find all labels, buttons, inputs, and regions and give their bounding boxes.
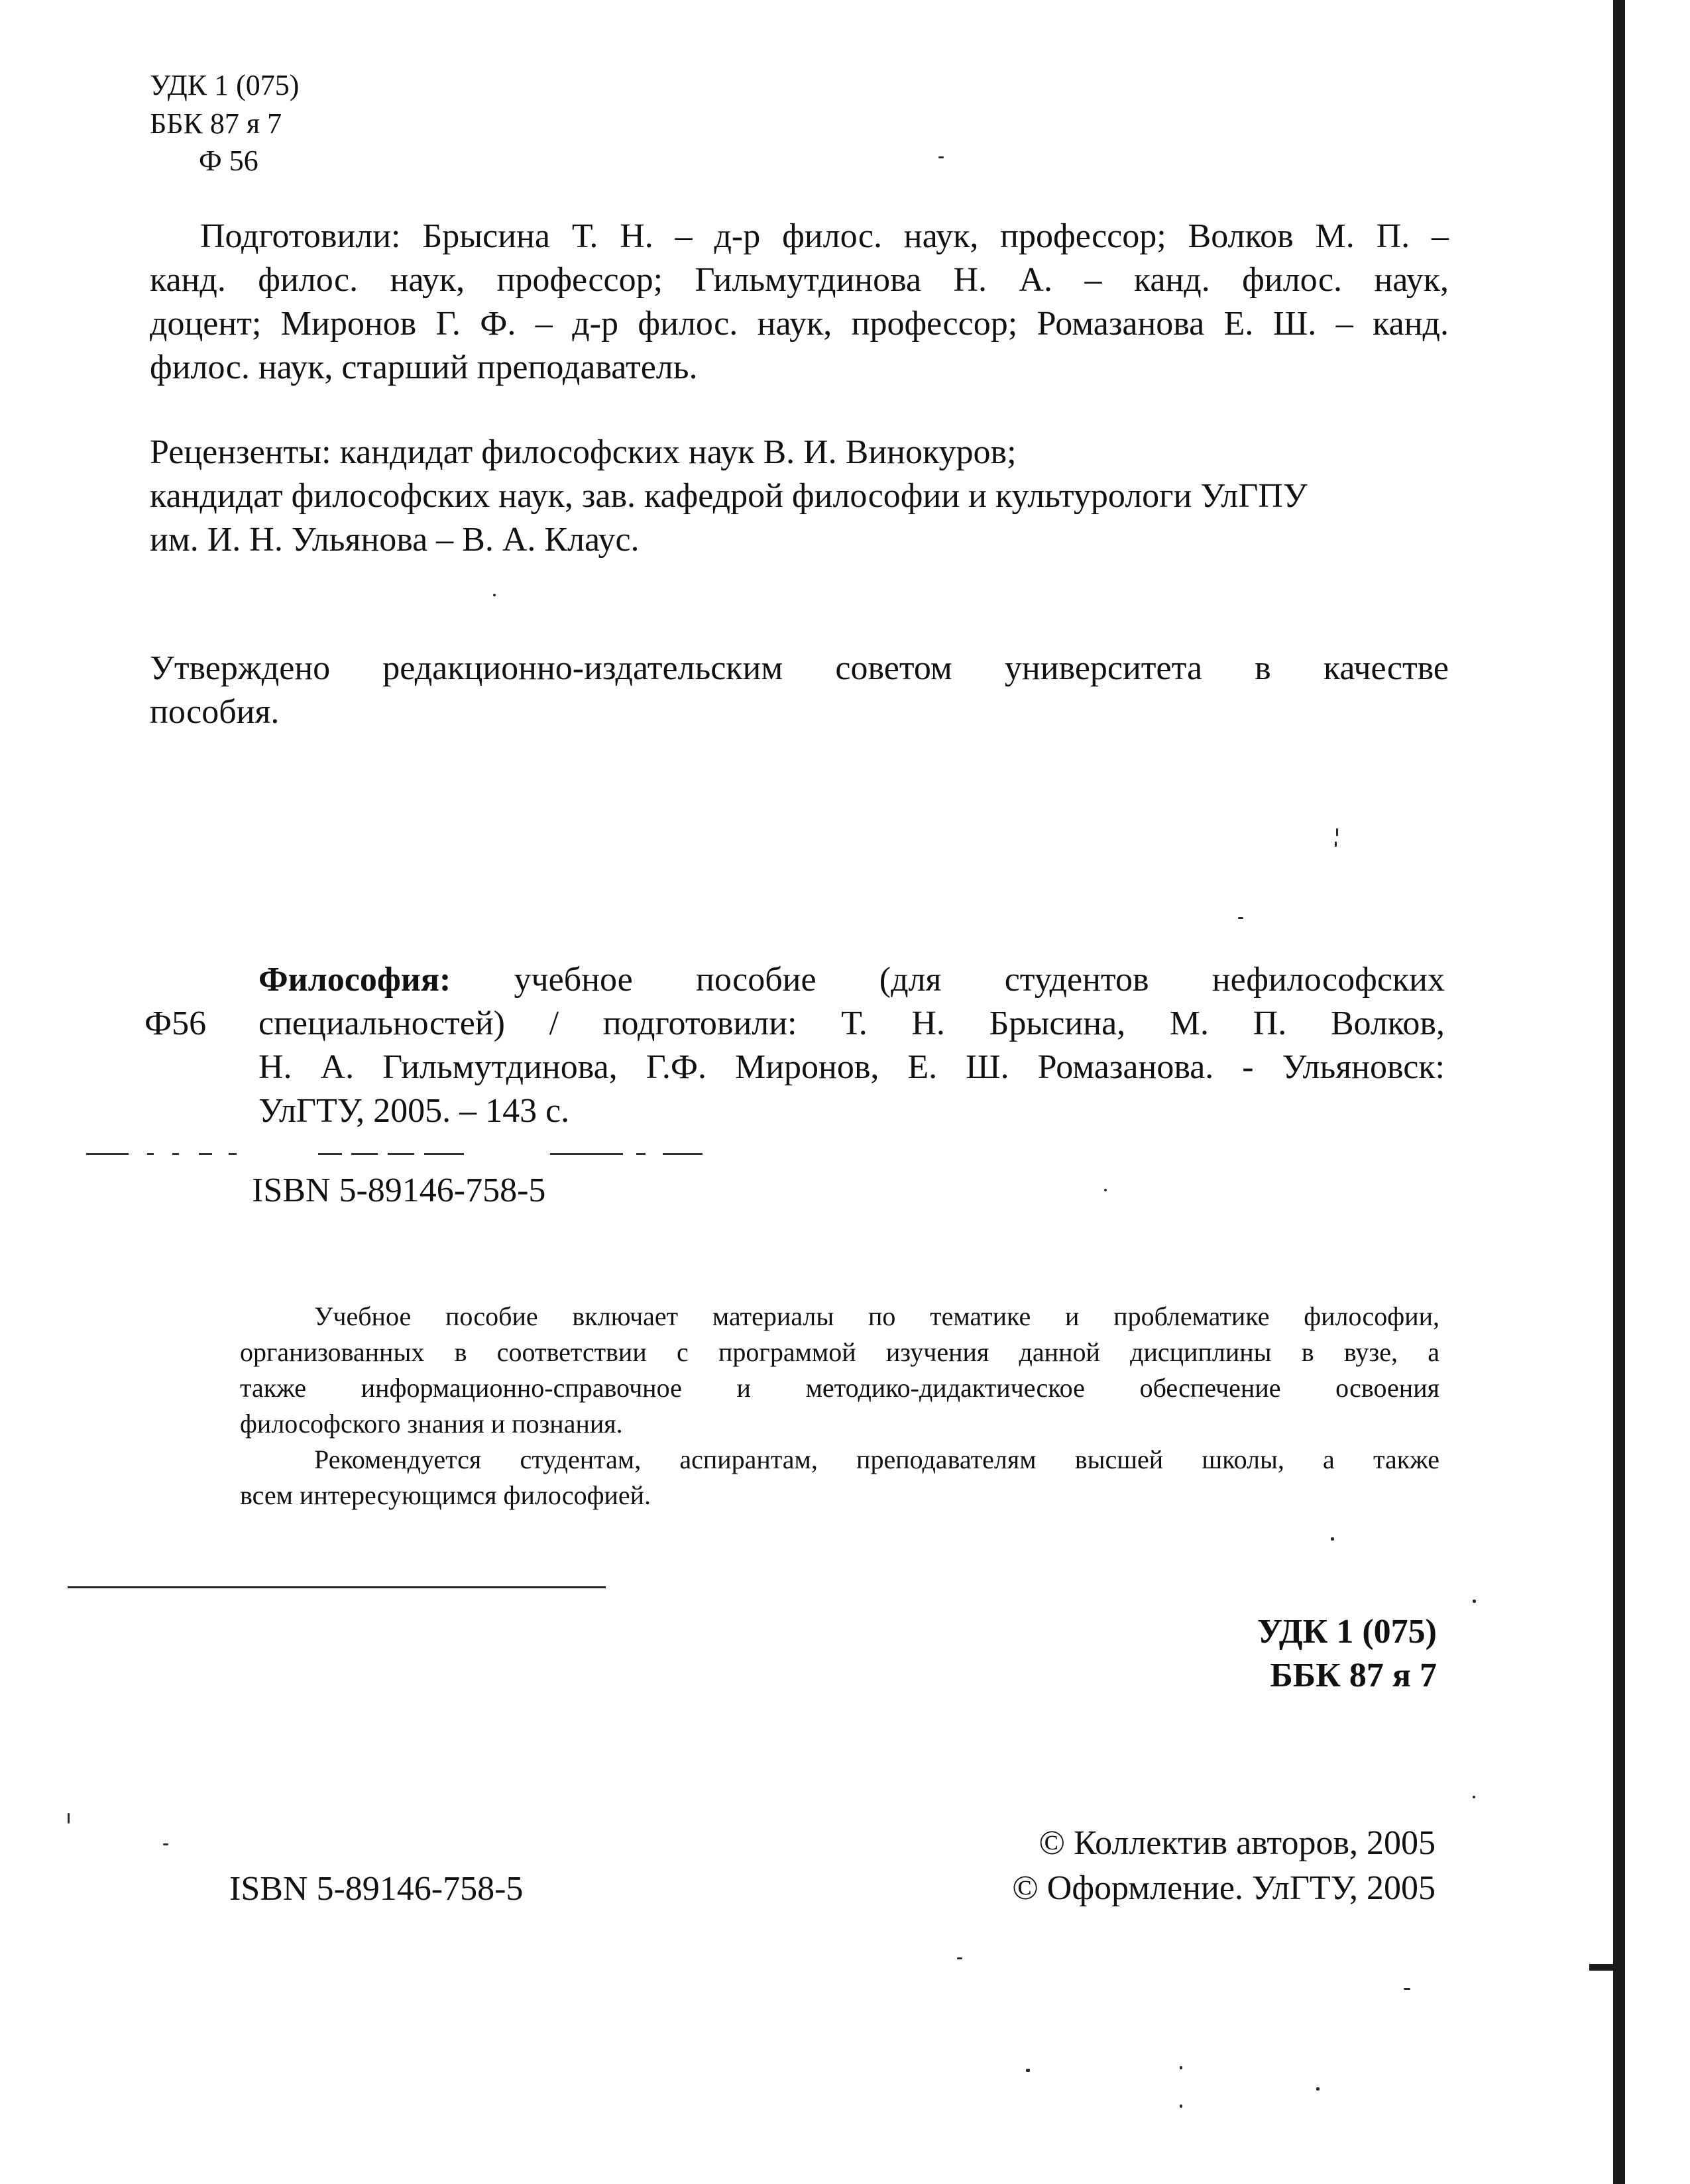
- approval-block: [150, 647, 1449, 734]
- prepared-by-line: филос. наук, старший преподаватель.: [150, 349, 698, 386]
- author-sign-top: Ф 56: [199, 144, 258, 177]
- prepared-by-block: [150, 215, 1449, 390]
- reviewers-line: им. И. Н. Ульянова – В. А. Клаус.: [150, 521, 640, 559]
- catalog-card-description: [258, 958, 1445, 1133]
- reviewers-block: [150, 431, 1449, 562]
- catalog-line: [258, 958, 1445, 1002]
- annotation-line: организованных в соответствии с программой изучения данной дисциплины в вузе, а: [240, 1337, 1439, 1367]
- footer-isbn: ISBN 5-89146-758-5: [229, 1870, 524, 1908]
- catalog-line: специальностей) / подготовили: Т. Н. Брысина, М. П. Волков,: [258, 1005, 1445, 1042]
- annotation-line: всем интересующимся философией.: [240, 1480, 651, 1510]
- annotation-block: [240, 1299, 1439, 1513]
- annotation-line: Учебное пособие включает материалы по тематике и проблематике философии,: [314, 1301, 1439, 1331]
- copyright-block: [862, 1821, 1436, 1911]
- catalog-isbn: ISBN 5-89146-758-5: [252, 1172, 546, 1209]
- catalog-sign: Ф56: [144, 1005, 207, 1042]
- scan-edge: [1613, 0, 1625, 2184]
- annotation-line: Рекомендуется студентам, аспирантам, преподавателям высшей школы, а также: [314, 1445, 1439, 1474]
- catalog-title-rest: учебное пособие (для студентов нефилософских: [451, 961, 1445, 999]
- copyright-authors: © Коллектив авторов, 2005: [1039, 1824, 1436, 1862]
- catalog-line: УлГТУ, 2005. – 143 с.: [258, 1092, 570, 1130]
- classification-bbk: ББК 87 я 7: [1270, 1657, 1437, 1694]
- copyright-design: © Оформление. УлГТУ, 2005: [1012, 1869, 1436, 1907]
- approval-line: пособия.: [150, 693, 280, 731]
- catalog-line: Н. А. Гильмутдинова, Г.Ф. Миронов, Е. Ш. Ромазанова. - Ульяновск:: [258, 1048, 1445, 1086]
- horizontal-rule: [68, 1586, 606, 1588]
- bbk-code-top: ББК 87 я 7: [150, 107, 282, 140]
- scan-edge-tick: [1589, 1964, 1613, 1971]
- prepared-by-line: Подготовили: Брысина Т. Н. – д-р филос. наук, профессор; Волков М. П. –: [200, 217, 1449, 255]
- reviewers-line: Рецензенты: кандидат философских наук В. И. Винокуров;: [150, 433, 1017, 471]
- prepared-by-line: доцент; Миронов Г. Ф. – д-р филос. наук, профессор; Ромазанова Е. Ш. – канд.: [150, 305, 1449, 343]
- udk-code-top: УДК 1 (075): [150, 69, 300, 101]
- prepared-by-line: канд. филос. наук, профессор; Гильмутдинова Н. А. – канд. филос. наук,: [150, 261, 1449, 299]
- approval-line: Утверждено редакционно-издательским советом университета в качестве: [150, 649, 1449, 687]
- classification-block: [994, 1610, 1437, 1698]
- annotation-line: также информационно-справочное и методико-дидактическое обеспечение освоения: [240, 1373, 1439, 1403]
- annotation-line: философского знания и познания.: [240, 1409, 623, 1439]
- reviewers-line: кандидат философских наук, зав. кафедрой философии и культурологи УлГПУ: [150, 477, 1308, 515]
- classification-udk: УДК 1 (075): [1257, 1613, 1437, 1651]
- catalog-title: Философия:: [258, 961, 451, 999]
